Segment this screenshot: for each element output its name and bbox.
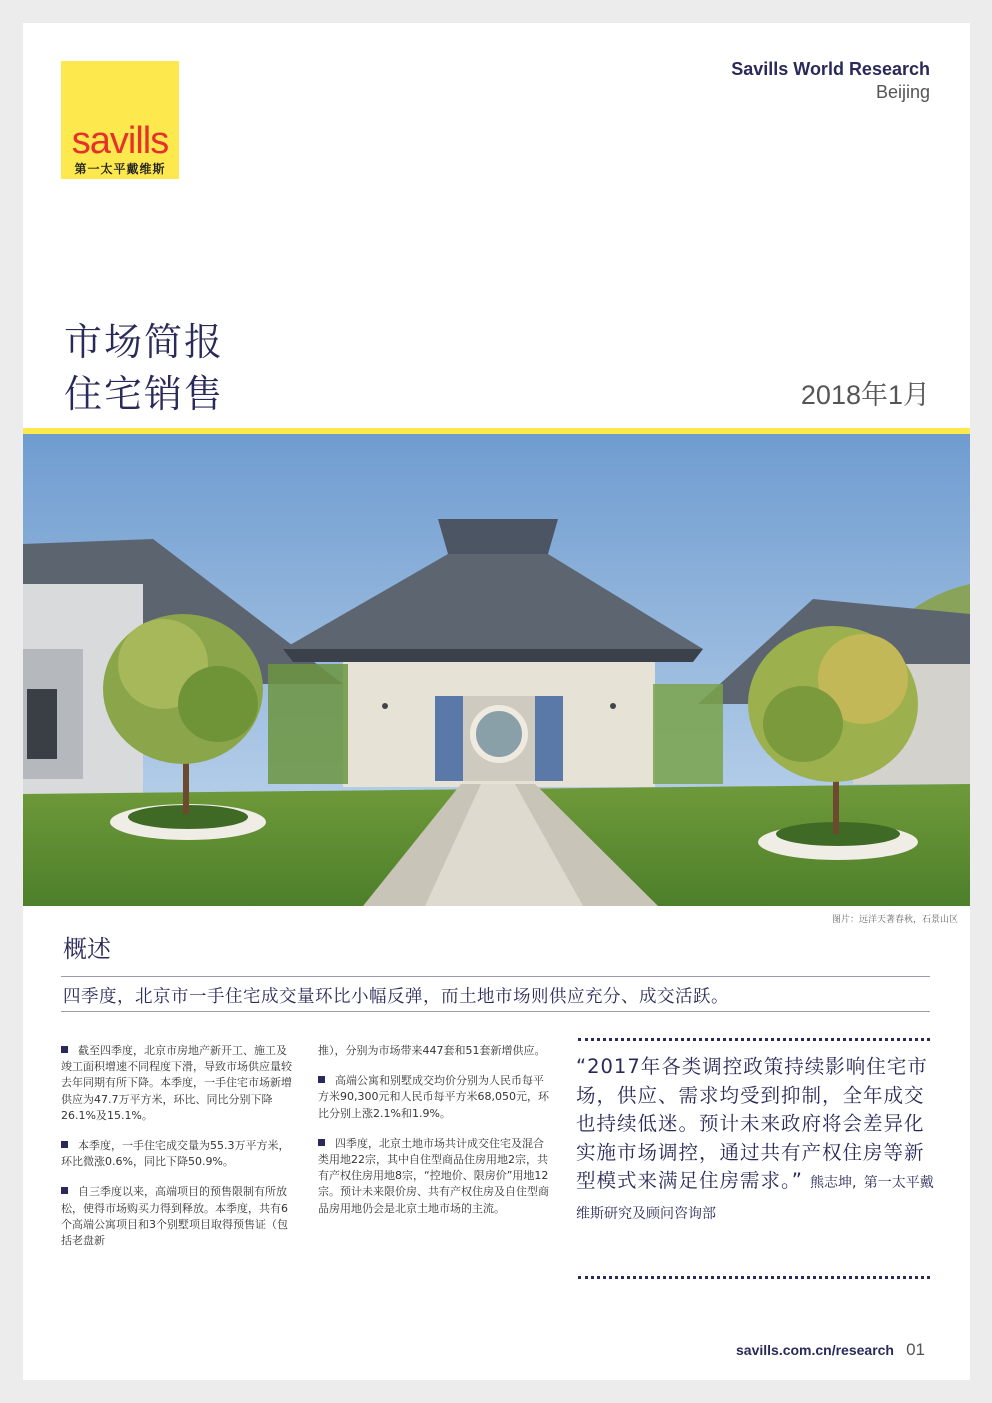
doc-date: 2018年1月 bbox=[800, 380, 930, 410]
quote-top-dotted-rule bbox=[578, 1038, 930, 1041]
summary-bottom-rule bbox=[61, 1011, 930, 1012]
bullet-item: 高端公寓和别墅成交均价分别为人民币每平方米90,300元和人民币每平方米68,050元，环比分别上涨2.1%和1.9%。 bbox=[318, 1074, 549, 1120]
cover-photo bbox=[23, 434, 970, 906]
quote-author-role: 第一太平戴维斯研究及顾问咨询部 bbox=[576, 1175, 934, 1222]
bullet-column-2 bbox=[318, 1043, 550, 1231]
bullet-square-icon bbox=[318, 1139, 325, 1146]
bullet-continuation: 推），分别为市场带来447套和51套新增供应。 bbox=[318, 1044, 546, 1057]
savills-logo bbox=[61, 61, 179, 179]
doc-title-line1: 市场简报 bbox=[64, 320, 225, 364]
doc-title-line2: 住宅销售 bbox=[64, 372, 225, 416]
bullet-square-icon bbox=[61, 1141, 68, 1148]
bullet-item: 四季度，北京土地市场共计成交住宅及混合类用地22宗，其中自住型商品住房用地2宗，共有产权住房用地8宗，“控地价、限房价”用地12宗。预计未来限价房、共有产权住房及自住型商品房用地仍会是北京土地市场的主流。 bbox=[318, 1136, 549, 1215]
logo-subtitle: 第一太平戴维斯 bbox=[74, 162, 166, 176]
footer-url-link[interactable]: savills.com.cn/research bbox=[736, 1342, 894, 1358]
summary-top-rule bbox=[61, 976, 930, 977]
photo-caption: 图片：远洋天著春秋，石景山区 bbox=[831, 915, 958, 925]
footer-page-number: 01 bbox=[906, 1340, 925, 1359]
quote-text: “2017年各类调控政策持续影响住宅市场，供应、需求均受到抑制，全年成交也持续低迷。预计未来政府将会差异化实施市场调控，通过共有产权住房等新型模式来满足住房需求。” bbox=[576, 1055, 928, 1192]
bullet-item: 自三季度以来，高端项目的预售限制有所放松，使得市场购买力得到释放。本季度，共有6个高端公寓项目和3个别墅项目取得预售证（包括老盘新 bbox=[61, 1185, 288, 1248]
header-city: Beijing bbox=[875, 82, 930, 102]
report-page bbox=[23, 23, 970, 1380]
bullet-square-icon bbox=[61, 1187, 68, 1194]
bullet-item: 本季度，一手住宅成交量为55.3万平方米，环比微涨0.6%，同比下降50.9%。 bbox=[61, 1139, 290, 1169]
header-title: Savills World Research bbox=[731, 59, 930, 79]
bullet-item: 截至四季度，北京市房地产新开工、施工及竣工面积增速不同程度下滑，导致市场供应量较去年同期有所下降。本季度，一手住宅市场新增供应为47.7万平方米，环比、同比分别下降26.1%及15.1%。 bbox=[61, 1044, 292, 1122]
overview-heading: 概述 bbox=[63, 935, 111, 963]
bullet-column-1 bbox=[61, 1043, 293, 1263]
quote-bottom-dotted-rule bbox=[578, 1276, 930, 1279]
pull-quote bbox=[576, 1053, 936, 1228]
quote-author-name: 熊志坤, bbox=[810, 1175, 857, 1191]
logo-wordmark: savills bbox=[71, 120, 169, 162]
overview-summary: 四季度，北京市一手住宅成交量环比小幅反弹，而土地市场则供应充分、成交活跃。 bbox=[63, 987, 729, 1007]
bullet-square-icon bbox=[61, 1046, 68, 1053]
bullet-square-icon bbox=[318, 1076, 325, 1083]
